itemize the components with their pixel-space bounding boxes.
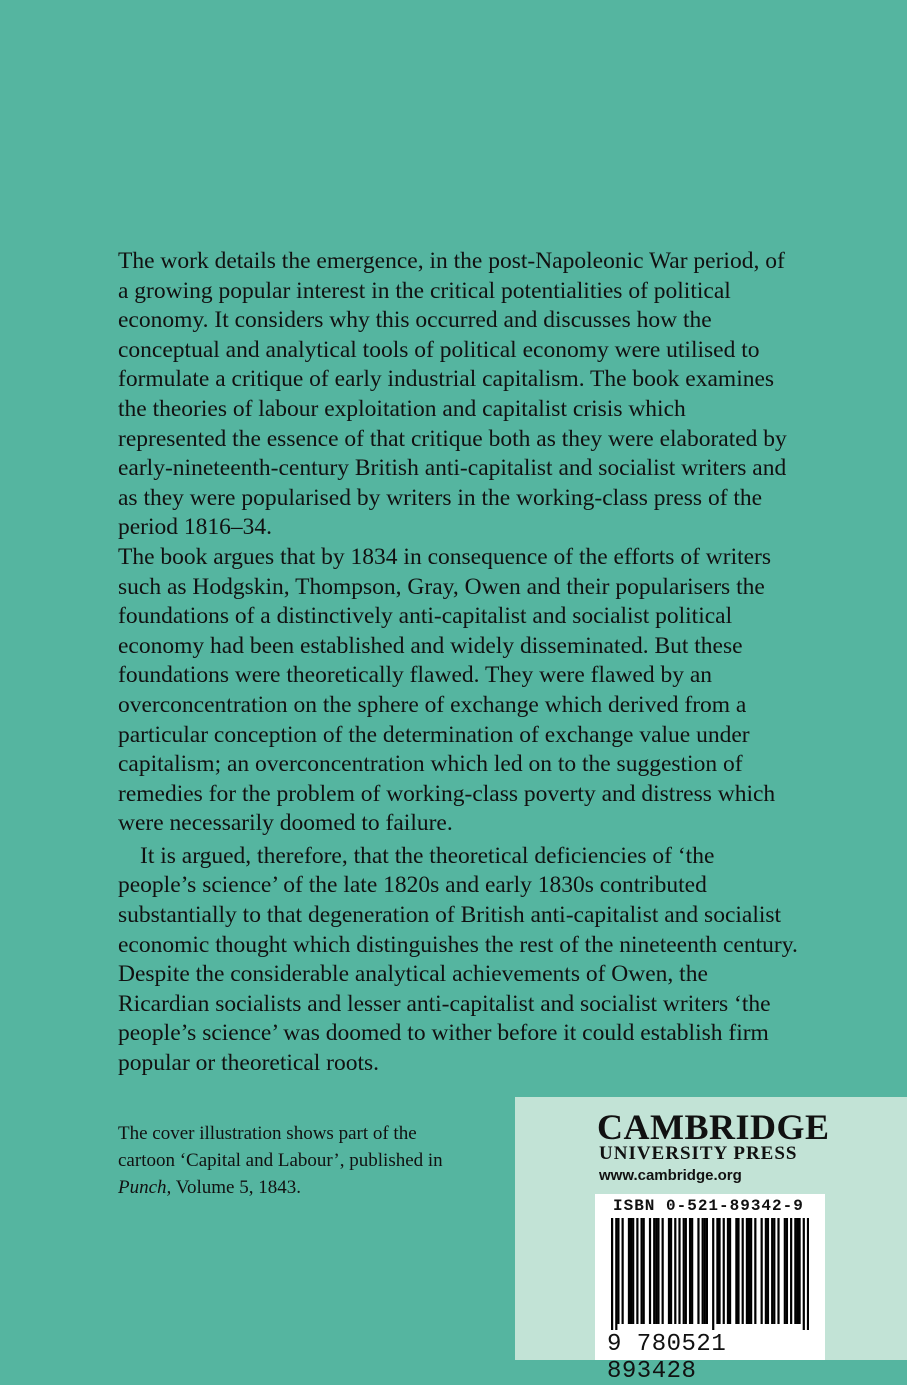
barcode-bar	[786, 1218, 788, 1324]
publisher-panel	[515, 1097, 907, 1385]
barcode-bar	[761, 1218, 763, 1324]
barcode-bar	[622, 1218, 624, 1324]
barcode-bar	[727, 1218, 729, 1324]
barcode-bar	[742, 1218, 744, 1324]
barcode-bar	[729, 1218, 731, 1324]
barcode-bar	[777, 1218, 779, 1324]
barcode-bar	[771, 1218, 773, 1324]
blurb-paragraph-1: The work details the emergence, in the post-Napoleonic War period, of a growing popular interest in the critical potentialities of political economy. It considers why this occurred and discusses how the conceptual and analytical tools of political economy were utilised to formulate a critique of early industrial capitalism. The book examines the theories of labour exploitation and capitalist crisis which represented the essence of that critique both as they were elaborated by early-nineteenth-century British anti-capitalist and socialist writers and as they were popularised by writers in the working-class press of the period 1816–34.	[118, 248, 787, 541]
barcode-bar	[640, 1218, 642, 1324]
barcode-bar	[636, 1218, 638, 1324]
barcode-bar	[712, 1218, 714, 1330]
barcode-panel	[595, 1194, 825, 1385]
publisher-website: www.cambridge.org	[599, 1167, 742, 1184]
barcode-bar	[689, 1218, 691, 1324]
barcode-bar	[746, 1218, 748, 1324]
barcode-bar	[748, 1218, 750, 1324]
barcode-bar	[702, 1218, 704, 1324]
blurb-paragraph-3: It is argued, therefore, that the theoretical deficiencies of ‘the people’s science’ of the late 1820s and early 1830s contributed substantially to that degeneration of British anti-capitalist and socialist economic thought which distinguishes the rest of the nineteenth century. Despite the considerable analytical achievements of Owen, the Ricardian socialists and lesser anti-capitalist and socialist writers ‘the people’s science’ was doomed to wither before it could establish firm popular or theoretical roots.	[118, 842, 798, 1077]
barcode-bar	[611, 1218, 613, 1330]
barcode-bar	[657, 1218, 659, 1324]
caption-text: The cover illustration shows part of the cartoon ‘Capital and Labour’, published in	[118, 1123, 443, 1171]
barcode-bar	[716, 1218, 718, 1324]
barcode-bar	[643, 1218, 645, 1324]
barcode-bar	[697, 1218, 699, 1324]
barcode-bar	[807, 1218, 809, 1330]
barcode-bar	[706, 1218, 708, 1324]
caption-volume: Volume 5, 1843.	[171, 1177, 301, 1198]
barcode-bar	[617, 1218, 619, 1324]
barcode-bar	[704, 1218, 706, 1324]
caption-journal-title: Punch,	[118, 1177, 172, 1198]
barcode-bar	[767, 1218, 769, 1324]
barcode-bar	[754, 1218, 756, 1324]
barcode-bar	[803, 1218, 805, 1330]
barcode-bar	[784, 1218, 786, 1324]
barcode-bar	[685, 1218, 687, 1324]
barcode-bar	[723, 1218, 725, 1324]
barcode-bar	[655, 1218, 657, 1324]
barcode-bar	[674, 1218, 676, 1324]
barcode-icon	[611, 1218, 809, 1330]
ean-number: 9 780521 893428	[607, 1331, 727, 1385]
barcode-bar	[737, 1218, 739, 1324]
barcode-bar	[632, 1218, 634, 1324]
barcode-bar	[798, 1218, 800, 1324]
barcode-bar	[668, 1218, 670, 1324]
barcode-bar	[750, 1218, 752, 1324]
barcode-bar	[790, 1218, 792, 1324]
isbn-label: ISBN 0-521-89342-9	[613, 1197, 804, 1215]
barcode-bar	[678, 1218, 680, 1324]
back-cover-blurb	[118, 247, 798, 1079]
cover-illustration-caption	[118, 1120, 478, 1201]
barcode-bar	[691, 1218, 693, 1324]
barcode-bar	[796, 1218, 798, 1324]
barcode-bar	[630, 1218, 632, 1324]
barcode-bar	[794, 1218, 796, 1324]
barcode-bar	[662, 1218, 664, 1324]
barcode-bar	[683, 1218, 685, 1324]
publisher-name: CAMBRIDGE	[597, 1107, 830, 1147]
barcode-bar	[718, 1218, 720, 1324]
barcode-bar	[735, 1218, 737, 1324]
barcode-bar	[649, 1218, 651, 1324]
barcode-bar	[670, 1218, 672, 1324]
blurb-paragraph-2: The book argues that by 1834 in consequence of the efforts of writers such as Hodgskin, Thompson, Gray, Owen and their popularisers the foundations of a distinctively anti-capitalist and socialist political economy had been established and widely disseminated. But these foundations were theoretically flawed. They were flawed by an overconcentration on the sphere of exchange which derived from a particular conception of the determination of exchange value under capitalism; an overconcentration which led on to the suggestion of remedies for the problem of working-class poverty and distress which were necessarily doomed to failure.	[118, 543, 776, 837]
barcode-bar	[773, 1218, 775, 1324]
publisher-press: UNIVERSITY PRESS	[599, 1143, 798, 1164]
barcode-bar	[615, 1218, 617, 1330]
barcode-bar	[628, 1218, 630, 1324]
barcode-bar	[765, 1218, 767, 1324]
barcode-bar	[653, 1218, 655, 1324]
